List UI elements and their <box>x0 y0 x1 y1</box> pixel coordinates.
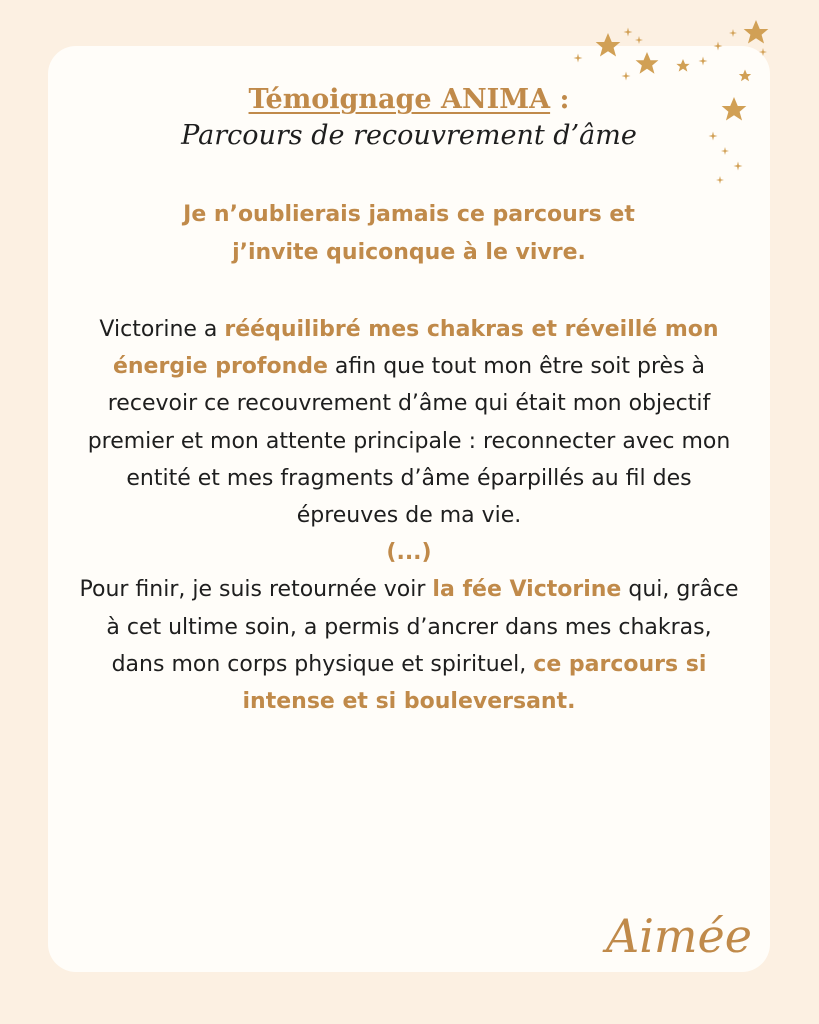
title-suffix: : <box>550 84 570 115</box>
paragraph-2-highlight-1: la fée Victorine <box>432 577 622 603</box>
star-icon <box>699 57 708 66</box>
star-icon <box>635 36 643 44</box>
paragraph-2-start: Pour finir, je suis retournée voir <box>79 577 433 603</box>
star-icon <box>734 162 743 171</box>
paragraph-2-highlight-2: ce parcours si intense et si bouleversant. <box>242 651 707 715</box>
star-icon <box>624 28 633 37</box>
paragraph-2-middle: qui, grâce à cet ultime soin, a permis d’ancrer dans mes chakras, dans mon corps physique et spirituel, <box>106 577 739 677</box>
star-icon <box>714 42 723 51</box>
paragraph-1-highlight: rééquilibré mes chakras et réveillé mon énergie profonde <box>112 317 719 380</box>
star-icon <box>739 70 751 82</box>
signature <box>600 880 765 980</box>
star-icon <box>759 48 767 56</box>
star-icon <box>574 54 583 63</box>
page-subtitle: Parcours de recouvrement d’âme <box>181 120 637 151</box>
ellipsis: (...) <box>386 540 432 566</box>
title-main: Témoignage ANIMA <box>248 84 551 115</box>
title-block <box>48 82 770 154</box>
paragraph-1-start: Victorine a <box>99 317 225 342</box>
star-icon <box>729 29 737 37</box>
paragraph-1-end: afin que tout mon être soit près à recevoir ce recouvrement d’âme qui était mon objectif premier et mon attente principale : reconnecter avec mon entité et mes fragments d’âme éparpillés au fil des épreuves de ma vie. <box>87 354 731 529</box>
star-icon <box>744 20 769 44</box>
star-icon <box>676 59 689 72</box>
star-icon <box>596 33 621 57</box>
star-icon <box>716 176 724 184</box>
star-icon <box>622 72 631 81</box>
testimonial-body <box>78 311 740 720</box>
intro-line-2: j’invite quiconque à le vivre. <box>232 240 586 265</box>
star-icon <box>636 52 659 74</box>
page-title <box>48 82 770 118</box>
signature-text: Aimée <box>606 909 752 963</box>
intro-quote <box>48 196 770 272</box>
intro-line-1: Je n’oublierais jamais ce parcours et <box>183 202 635 227</box>
